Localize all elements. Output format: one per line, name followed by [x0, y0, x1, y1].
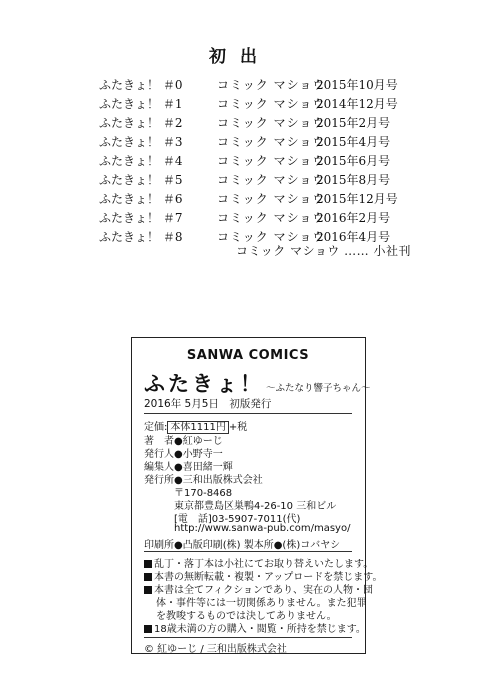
issue-date: 2015年10月号 [316, 78, 398, 92]
issue-date: 2016年2月号 [316, 211, 391, 225]
work-title: ふたきょ！ ＃6 [99, 192, 183, 206]
bullet-icon [144, 573, 152, 581]
magazine-name: コミック マショウ [217, 230, 326, 244]
issue-date: 2015年8月号 [316, 173, 391, 187]
list-item [0, 171, 480, 189]
divider [144, 637, 352, 638]
website-url: http://www.sanwa-pub.com/masyo/ [174, 523, 351, 534]
magazine-name: コミック マショウ [217, 116, 326, 130]
phone-line: [電 話]03-5907-7011(代) [174, 514, 301, 525]
bullet-icon [144, 560, 152, 568]
bullet-icon [144, 625, 152, 633]
divider [144, 413, 352, 414]
issue-date: 2016年4月号 [316, 230, 391, 244]
book-title-main: ふたきょ！ [144, 371, 264, 396]
work-title: ふたきょ！ ＃8 [99, 230, 183, 244]
issue-date: 2015年12月号 [316, 192, 398, 206]
price-box: 本体1111円 [167, 421, 228, 434]
price-suffix: +税 [228, 422, 248, 433]
book-subtitle: 〜ふたなり響子ちゃん〜 [266, 383, 371, 394]
work-title: ふたきょ！ ＃4 [99, 154, 183, 168]
notice-item: 本書は全てフィクションであり、実在の人物・団 [144, 581, 373, 596]
list-item [0, 209, 480, 227]
issue-date: 2014年12月号 [316, 97, 398, 111]
edition-date: 2016年 5月5日 初版発行 [144, 398, 272, 410]
divider [144, 551, 352, 552]
work-title: ふたきょ！ ＃3 [99, 135, 183, 149]
magazine-name: コミック マショウ [217, 192, 326, 206]
printer-line: 印刷所●凸版印刷(株) 製本所●(株)コバヤシ [144, 540, 341, 551]
price-line [144, 418, 247, 433]
magazine-name: コミック マショウ [217, 211, 326, 225]
price-label: 定価: [144, 422, 168, 433]
author-line: 著 者●紅ゆーじ [144, 436, 223, 447]
list-item [0, 133, 480, 151]
issue-date: 2015年2月号 [316, 116, 391, 130]
magazine-name: コミック マショウ [217, 78, 326, 92]
list-item [0, 76, 480, 94]
page-heading: 初出 [209, 47, 271, 67]
imprint-label: SANWA COMICS [186, 348, 310, 363]
work-title: ふたきょ！ ＃1 [99, 97, 183, 111]
copyright-line: © 紅ゆーじ / 三和出版株式会社 [144, 644, 287, 655]
postal-code: 〒170-8468 [174, 488, 233, 499]
publisher-note: コミック マショウ …… 小社刊 [236, 244, 411, 258]
editor-line: 編集人●喜田緒一輝 [144, 462, 233, 473]
magazine-name: コミック マショウ [217, 97, 326, 111]
magazine-name: コミック マショウ [217, 154, 326, 168]
list-item [0, 95, 480, 113]
work-title: ふたきょ！ ＃5 [99, 173, 183, 187]
issuer-line: 発行人●小野寺一 [144, 449, 223, 460]
notice-item: 18歳未満の方の購入・閲覧・所持を禁じます。 [144, 620, 366, 635]
notice-continuation: 体・事件等には一切関係ありません。また犯罪 [156, 598, 367, 609]
address-line: 東京都豊島区巣鴨4-26-10 三和ビル [174, 501, 337, 512]
publisher-line: 発行所●三和出版株式会社 [144, 475, 263, 486]
work-title: ふたきょ！ ＃7 [99, 211, 183, 225]
bullet-icon [144, 586, 152, 594]
colophon-box [131, 337, 383, 655]
list-item [0, 114, 480, 132]
list-item [0, 190, 480, 208]
work-title: ふたきょ！ ＃0 [99, 78, 183, 92]
magazine-name: コミック マショウ [217, 135, 326, 149]
magazine-name: コミック マショウ [217, 173, 326, 187]
notice-item: 本書の無断転載・複製・アップロードを禁じます。 [144, 568, 383, 583]
issue-date: 2015年6月号 [316, 154, 391, 168]
issue-date: 2015年4月号 [316, 135, 391, 149]
notice-item: 乱丁・落丁本は小社にてお取り替えいたします。 [144, 555, 373, 570]
work-title: ふたきょ！ ＃2 [99, 116, 183, 130]
notice-continuation: を教唆するものでは決してありません。 [156, 611, 337, 622]
book-title [144, 368, 371, 398]
list-item [0, 152, 480, 170]
